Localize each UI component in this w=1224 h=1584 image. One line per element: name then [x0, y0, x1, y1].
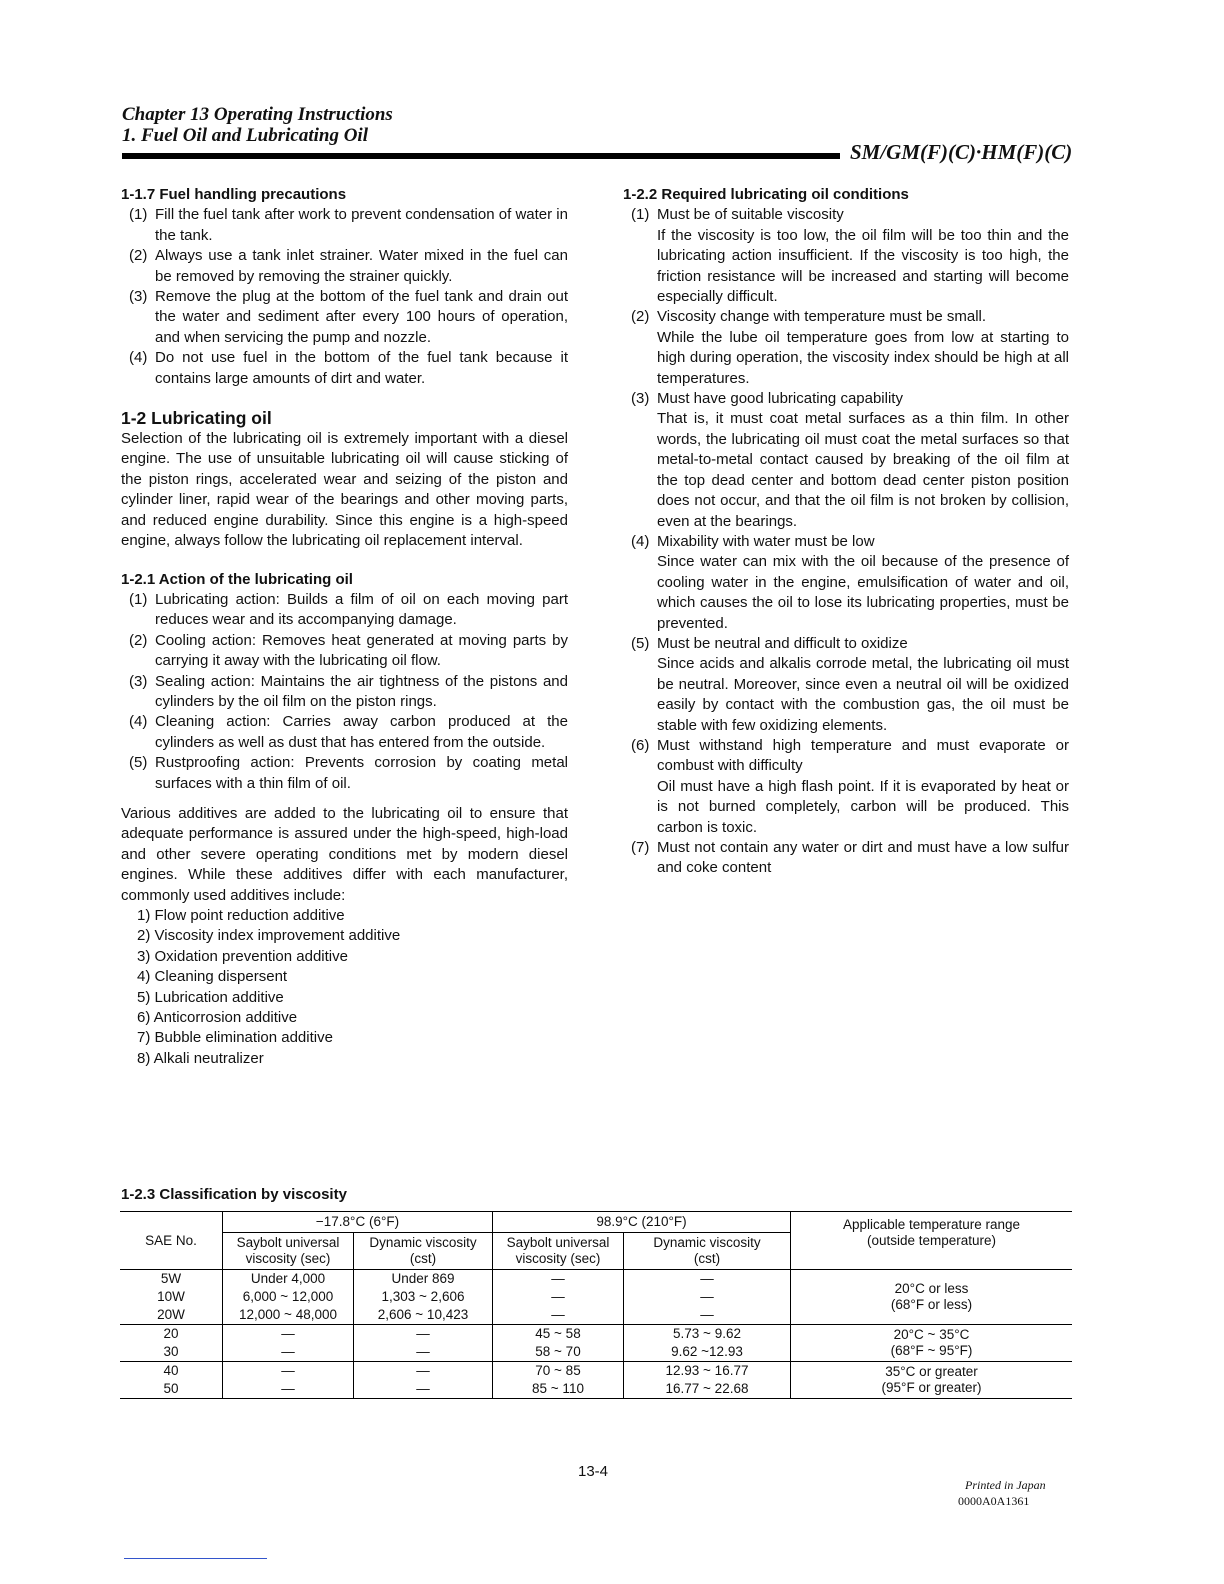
viscosity-table-title: 1-2.3 Classification by viscosity	[121, 1186, 347, 1203]
list-item	[121, 287, 568, 348]
item-text: If the viscosity is too low, the oil film will be too thin and the lubricating action insufficient. If the viscosity is too high, the friction resistance will be increased and starting will become especially difficult.	[657, 226, 1069, 306]
sae-header: SAE No.	[120, 1212, 223, 1270]
item-text: Do not use fuel in the bottom of the fuel tank because it contains large amounts of dirt and water.	[155, 349, 568, 387]
item-text: Since water can mix with the oil because of the presence of cooling water in the engine, emulsification of water and oil, which causes the oil to lose its lubricating properties, must be prevented.	[657, 553, 1069, 632]
fuel-precautions-heading: 1-1.7 Fuel handling precautions	[121, 186, 347, 203]
item-title: Must be of suitable viscosity	[657, 206, 844, 224]
additives-text: Various additives are added to the lubricating oil to ensure that adequate performance is assured under the high-speed, high-load and other severe operating conditions met by modern diesel engines. While these additives differ with each manufacturer, commonly used additives include:	[121, 804, 568, 904]
table-row: 30 — — 58 ~ 70 9.62 ~12.93	[120, 1343, 1072, 1362]
oil-conditions-list	[623, 205, 1069, 878]
list-item: 4) Cleaning dispersent	[137, 968, 288, 986]
temp-range-header	[791, 1212, 1073, 1270]
table-row: 50 — — 85 ~ 110 16.77 ~ 22.68	[120, 1380, 1072, 1399]
item-number: (2)	[631, 308, 650, 326]
list-item	[623, 307, 1069, 389]
list-item	[623, 736, 1069, 838]
dynamic-low-header: Dynamic viscosity (cst)	[354, 1233, 493, 1270]
temp-range-cell: 20°C or less (68°F or less)	[791, 1270, 1073, 1325]
saybolt-low-header: Saybolt universal viscosity (sec)	[223, 1233, 354, 1270]
list-item	[623, 532, 1069, 634]
table-row: 20W 12,000 ~ 48,000 2,606 ~ 10,423 — —	[120, 1306, 1072, 1325]
lubricating-oil-heading: 1-2 Lubricating oil	[121, 408, 272, 429]
list-item	[121, 205, 568, 246]
item-title: Mixability with water must be low	[657, 532, 875, 550]
temp-low-header: −17.8°C (6°F)	[223, 1212, 493, 1233]
item-number: (4)	[631, 532, 650, 550]
item-text: Cleaning action: Carries away carbon produced at the cylinders as well as dust that has entered from the outside.	[155, 713, 568, 751]
list-item	[623, 205, 1069, 307]
list-item: 2) Viscosity index improvement additive	[137, 927, 401, 945]
item-text: While the lube oil temperature goes from low at starting to high during operation, the viscosity index should be high at all temperatures.	[657, 328, 1069, 387]
item-number: (7)	[631, 839, 650, 856]
item-number: (1)	[129, 590, 148, 608]
oil-conditions-heading: 1-2.2 Required lubricating oil conditions	[623, 186, 909, 203]
saybolt-high-header: Saybolt universal viscosity (sec)	[493, 1233, 624, 1270]
item-text: Cooling action: Removes heat generated at moving parts by carrying it away with the lubricating oil flow.	[155, 631, 568, 670]
footer-rule	[124, 1558, 267, 1559]
item-title: Must withstand high temperature and must evaporate or combust with difficulty	[657, 736, 1069, 775]
document-code: 0000A0A1361	[958, 1494, 1030, 1508]
item-number: (1)	[631, 206, 650, 224]
additives-list	[121, 906, 568, 1069]
list-item	[623, 838, 1069, 879]
list-item	[121, 590, 568, 631]
item-number: (3)	[631, 390, 650, 408]
list-item: 5) Lubrication additive	[137, 988, 284, 1006]
oil-action-heading: 1-2.1 Action of the lubricating oil	[121, 570, 353, 588]
list-item	[121, 348, 568, 389]
item-text: Fill the fuel tank after work to prevent condensation of water in the tank.	[155, 206, 568, 244]
list-item: 8) Alkali neutralizer	[137, 1049, 264, 1067]
temp-range-label: Applicable temperature range	[842, 1217, 1021, 1232]
section-title: 1. Fuel Oil and Lubricating Oil	[122, 125, 368, 146]
item-number: (5)	[129, 754, 148, 772]
item-number: (3)	[129, 288, 148, 306]
list-item	[121, 753, 568, 794]
item-title: Must not contain any water or dirt and must have a low sulfur and coke content	[657, 839, 1069, 877]
model-code: SM/GM(F)(C)·HM(F)(C)	[850, 140, 1073, 164]
list-item	[623, 389, 1069, 532]
table-row: 10W 6,000 ~ 12,000 1,303 ~ 2,606 — —	[120, 1288, 1072, 1306]
header-rule	[122, 153, 840, 159]
lubricating-oil-text: Selection of the lubricating oil is extremely important with a diesel engine. The use of unsuitable lubricating oil will cause sticking of the piston rings, accelerated wear and seizing of the piston and cylinder liner, rapid wear of the bearings and other moving parts, and reduced engine durability. Since this engine is a high-speed engine, always follow the lubricating oil replacement interval.	[121, 430, 568, 550]
item-text: Since acids and alkalis corrode metal, the lubricating oil must be neutral. Moreover, since even a neutral oil will be oxidized easily by contact with the combustion gas, the oil must be stable with few oxidizing elements.	[657, 655, 1069, 734]
item-title: Must have good lubricating capability	[657, 390, 903, 408]
list-item	[121, 712, 568, 753]
list-item	[121, 246, 568, 287]
temp-range-cell: 20°C ~ 35°C (68°F ~ 95°F)	[791, 1325, 1073, 1362]
item-text: Sealing action: Maintains the air tightness of the pistons and cylinders by the oil film on the piston rings.	[155, 672, 568, 710]
dynamic-high-header: Dynamic viscosity (cst)	[624, 1233, 791, 1270]
oil-action-list	[121, 590, 568, 794]
item-number: (4)	[129, 349, 148, 367]
table-row: 40 — — 70 ~ 85 12.93 ~ 16.77 35°C or greater (95°F or greater)	[120, 1362, 1072, 1381]
item-title: Viscosity change with temperature must be small.	[657, 308, 987, 326]
item-number: (3)	[129, 672, 148, 690]
item-text: Remove the plug at the bottom of the fuel tank and drain out the water and sediment after every 100 hours of operation, and when servicing the pump and nozzle.	[155, 288, 568, 346]
table-row: 5W Under 4,000 Under 869 — — 20°C or less (68°F or less)	[120, 1270, 1072, 1289]
list-item: 1) Flow point reduction additive	[137, 907, 345, 924]
item-text: Oil must have a high flash point. If it is evaporated by heat or is not burned completely, carbon will be produced. This carbon is toxic.	[657, 777, 1069, 836]
right-column	[623, 185, 1069, 879]
item-text: That is, it must coat metal surfaces as a thin film. In other words, the lubricating oil must coat the metal surfaces so that metal-to-metal contact caused by breaking of the oil film at the top dead center and bottom dead center piston position does not occur, and that the oil film is not broken by collision, even at the bearings.	[657, 410, 1069, 530]
viscosity-table	[120, 1211, 1072, 1399]
temp-high-header: 98.9°C (210°F)	[493, 1212, 791, 1233]
item-number: (2)	[129, 631, 148, 649]
item-text: Rustproofing action: Prevents corrosion by coating metal surfaces with a thin film of oil.	[155, 754, 568, 792]
item-number: (4)	[129, 713, 148, 731]
page-number: 13-4	[578, 1463, 609, 1480]
table-row: 20 — — 45 ~ 58 5.73 ~ 9.62 20°C ~ 35°C (68°F ~ 95°F)	[120, 1325, 1072, 1344]
printed-in-label: Printed in Japan	[965, 1478, 1046, 1492]
list-item: 7) Bubble elimination additive	[137, 1029, 333, 1047]
list-item	[623, 634, 1069, 736]
chapter-title: Chapter 13 Operating Instructions	[122, 104, 393, 125]
temp-range-sublabel: (outside temperature)	[866, 1233, 997, 1248]
list-item	[121, 631, 568, 672]
item-number: (1)	[129, 206, 148, 224]
list-item	[121, 672, 568, 713]
item-number: (2)	[129, 247, 148, 265]
item-number: (5)	[631, 634, 650, 652]
list-item: 6) Anticorrosion additive	[137, 1009, 298, 1027]
item-text: Always use a tank inlet strainer. Water mixed in the fuel can be removed by removing the strainer quickly.	[155, 247, 568, 285]
temp-range-cell: 35°C or greater (95°F or greater)	[791, 1362, 1073, 1399]
item-number: (6)	[631, 736, 650, 754]
left-column	[121, 185, 568, 1069]
list-item: 3) Oxidation prevention additive	[137, 947, 348, 965]
fuel-precautions-list	[121, 205, 568, 389]
item-title: Must be neutral and difficult to oxidize	[657, 634, 908, 652]
item-text: Lubricating action: Builds a film of oil on each moving part reduces wear and its accompanying damage.	[155, 590, 568, 629]
